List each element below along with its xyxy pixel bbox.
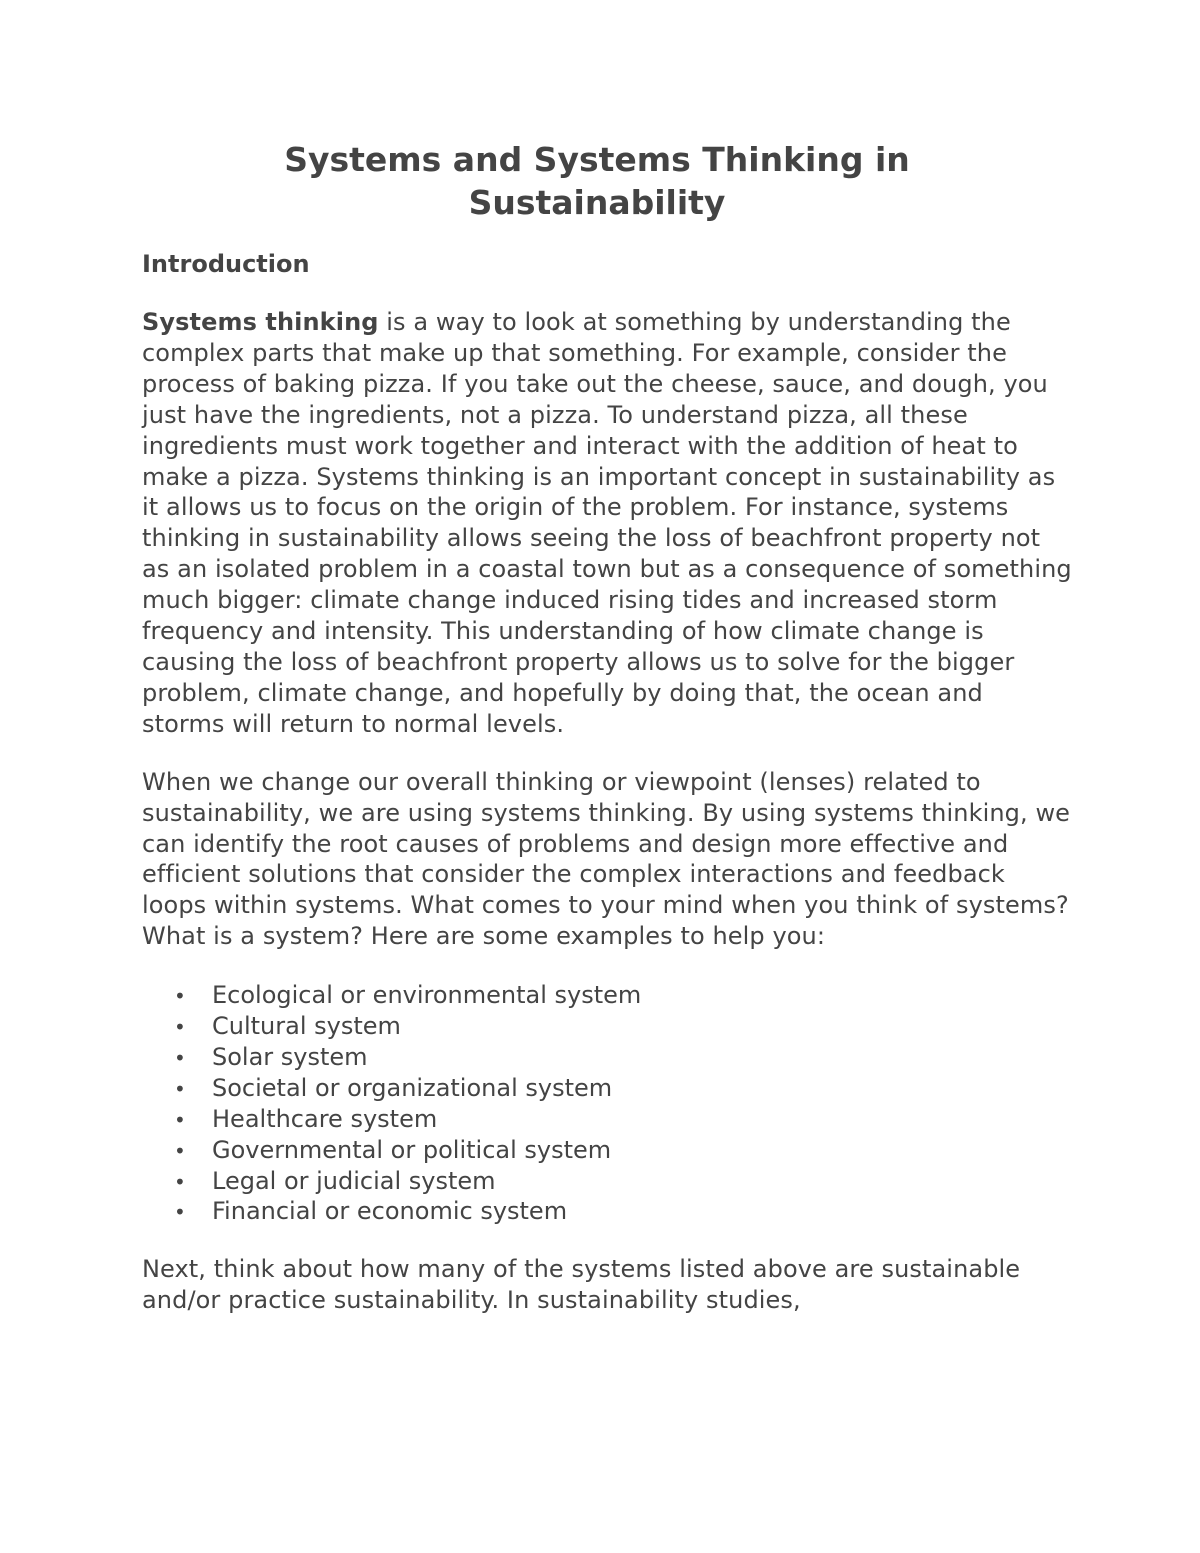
list-item	[142, 1073, 1072, 1104]
paragraph-lenses: When we change our overall thinking or viewpoint (lenses) related to sustainability, we are using systems thinking. By using systems thinking, we can identify the root causes of problems and design more effective and efficient solutions that consider the complex interactions and feedback loops within systems. What comes to your mind when you think of systems? What is a system? Here are some examples to help you:	[142, 767, 1071, 951]
systems-thinking-term: Systems thinking	[142, 308, 379, 336]
bullet-icon: •	[174, 1076, 186, 1101]
list-item	[142, 980, 1072, 1011]
list-item	[142, 1011, 1072, 1042]
bullet-icon: •	[174, 1169, 186, 1194]
list-item	[142, 1166, 1072, 1197]
systems-examples-list	[142, 980, 1072, 1227]
bullet-icon: •	[174, 1138, 186, 1163]
list-item	[142, 1042, 1072, 1073]
bullet-icon: •	[174, 1045, 186, 1070]
document-title	[132, 138, 1062, 224]
list-item-label: Financial or economic system	[212, 1197, 568, 1226]
paragraph-systems-thinking	[142, 307, 1072, 740]
list-item	[142, 1196, 1072, 1227]
list-item-label: Ecological or environmental system	[212, 981, 642, 1010]
bullet-icon: •	[174, 1200, 186, 1225]
list-item-label: Legal or judicial system	[212, 1166, 496, 1195]
title-line-2: Sustainability	[468, 183, 726, 222]
paragraph-1-body: is a way to look at something by understanding the complex parts that make up that something. For example, consider the process of baking pizza. If you take out the cheese, sauce, and dough, you just have the ingredients, not a pizza. To understand pizza, all these ingredients must work together and interact with the addition of heat to make a pizza. Systems thinking is an important concept in sustainability as it allows us to focus on the origin of the problem. For instance, systems thinking in sustainability allows seeing the loss of beachfront property not as an isolated problem in a coastal town but as a consequence of something much bigger: climate change induced rising tides and increased storm frequency and intensity. This understanding of how climate change is causing the loss of beachfront property allows us to solve for the bigger problem, climate change, and hopefully by doing that, the ocean and storms will return to normal levels.	[142, 308, 1072, 738]
bullet-icon: •	[174, 984, 186, 1009]
list-item-label: Solar system	[212, 1042, 368, 1071]
list-item	[142, 1135, 1072, 1166]
bullet-icon: •	[174, 1015, 186, 1040]
list-item-label: Cultural system	[212, 1012, 401, 1041]
list-item-label: Societal or organizational system	[212, 1073, 613, 1102]
list-item	[142, 1104, 1072, 1135]
bullet-icon: •	[174, 1107, 186, 1132]
title-line-1: Systems and Systems Thinking in	[284, 140, 910, 179]
list-item-label: Healthcare system	[212, 1104, 438, 1133]
section-heading-introduction: Introduction	[142, 250, 310, 278]
list-item-label: Governmental or political system	[212, 1135, 612, 1164]
document-page	[142, 138, 1072, 1316]
paragraph-next: Next, think about how many of the systems listed above are sustainable and/or practice sustainability. In sustainability studies,	[142, 1255, 1021, 1315]
